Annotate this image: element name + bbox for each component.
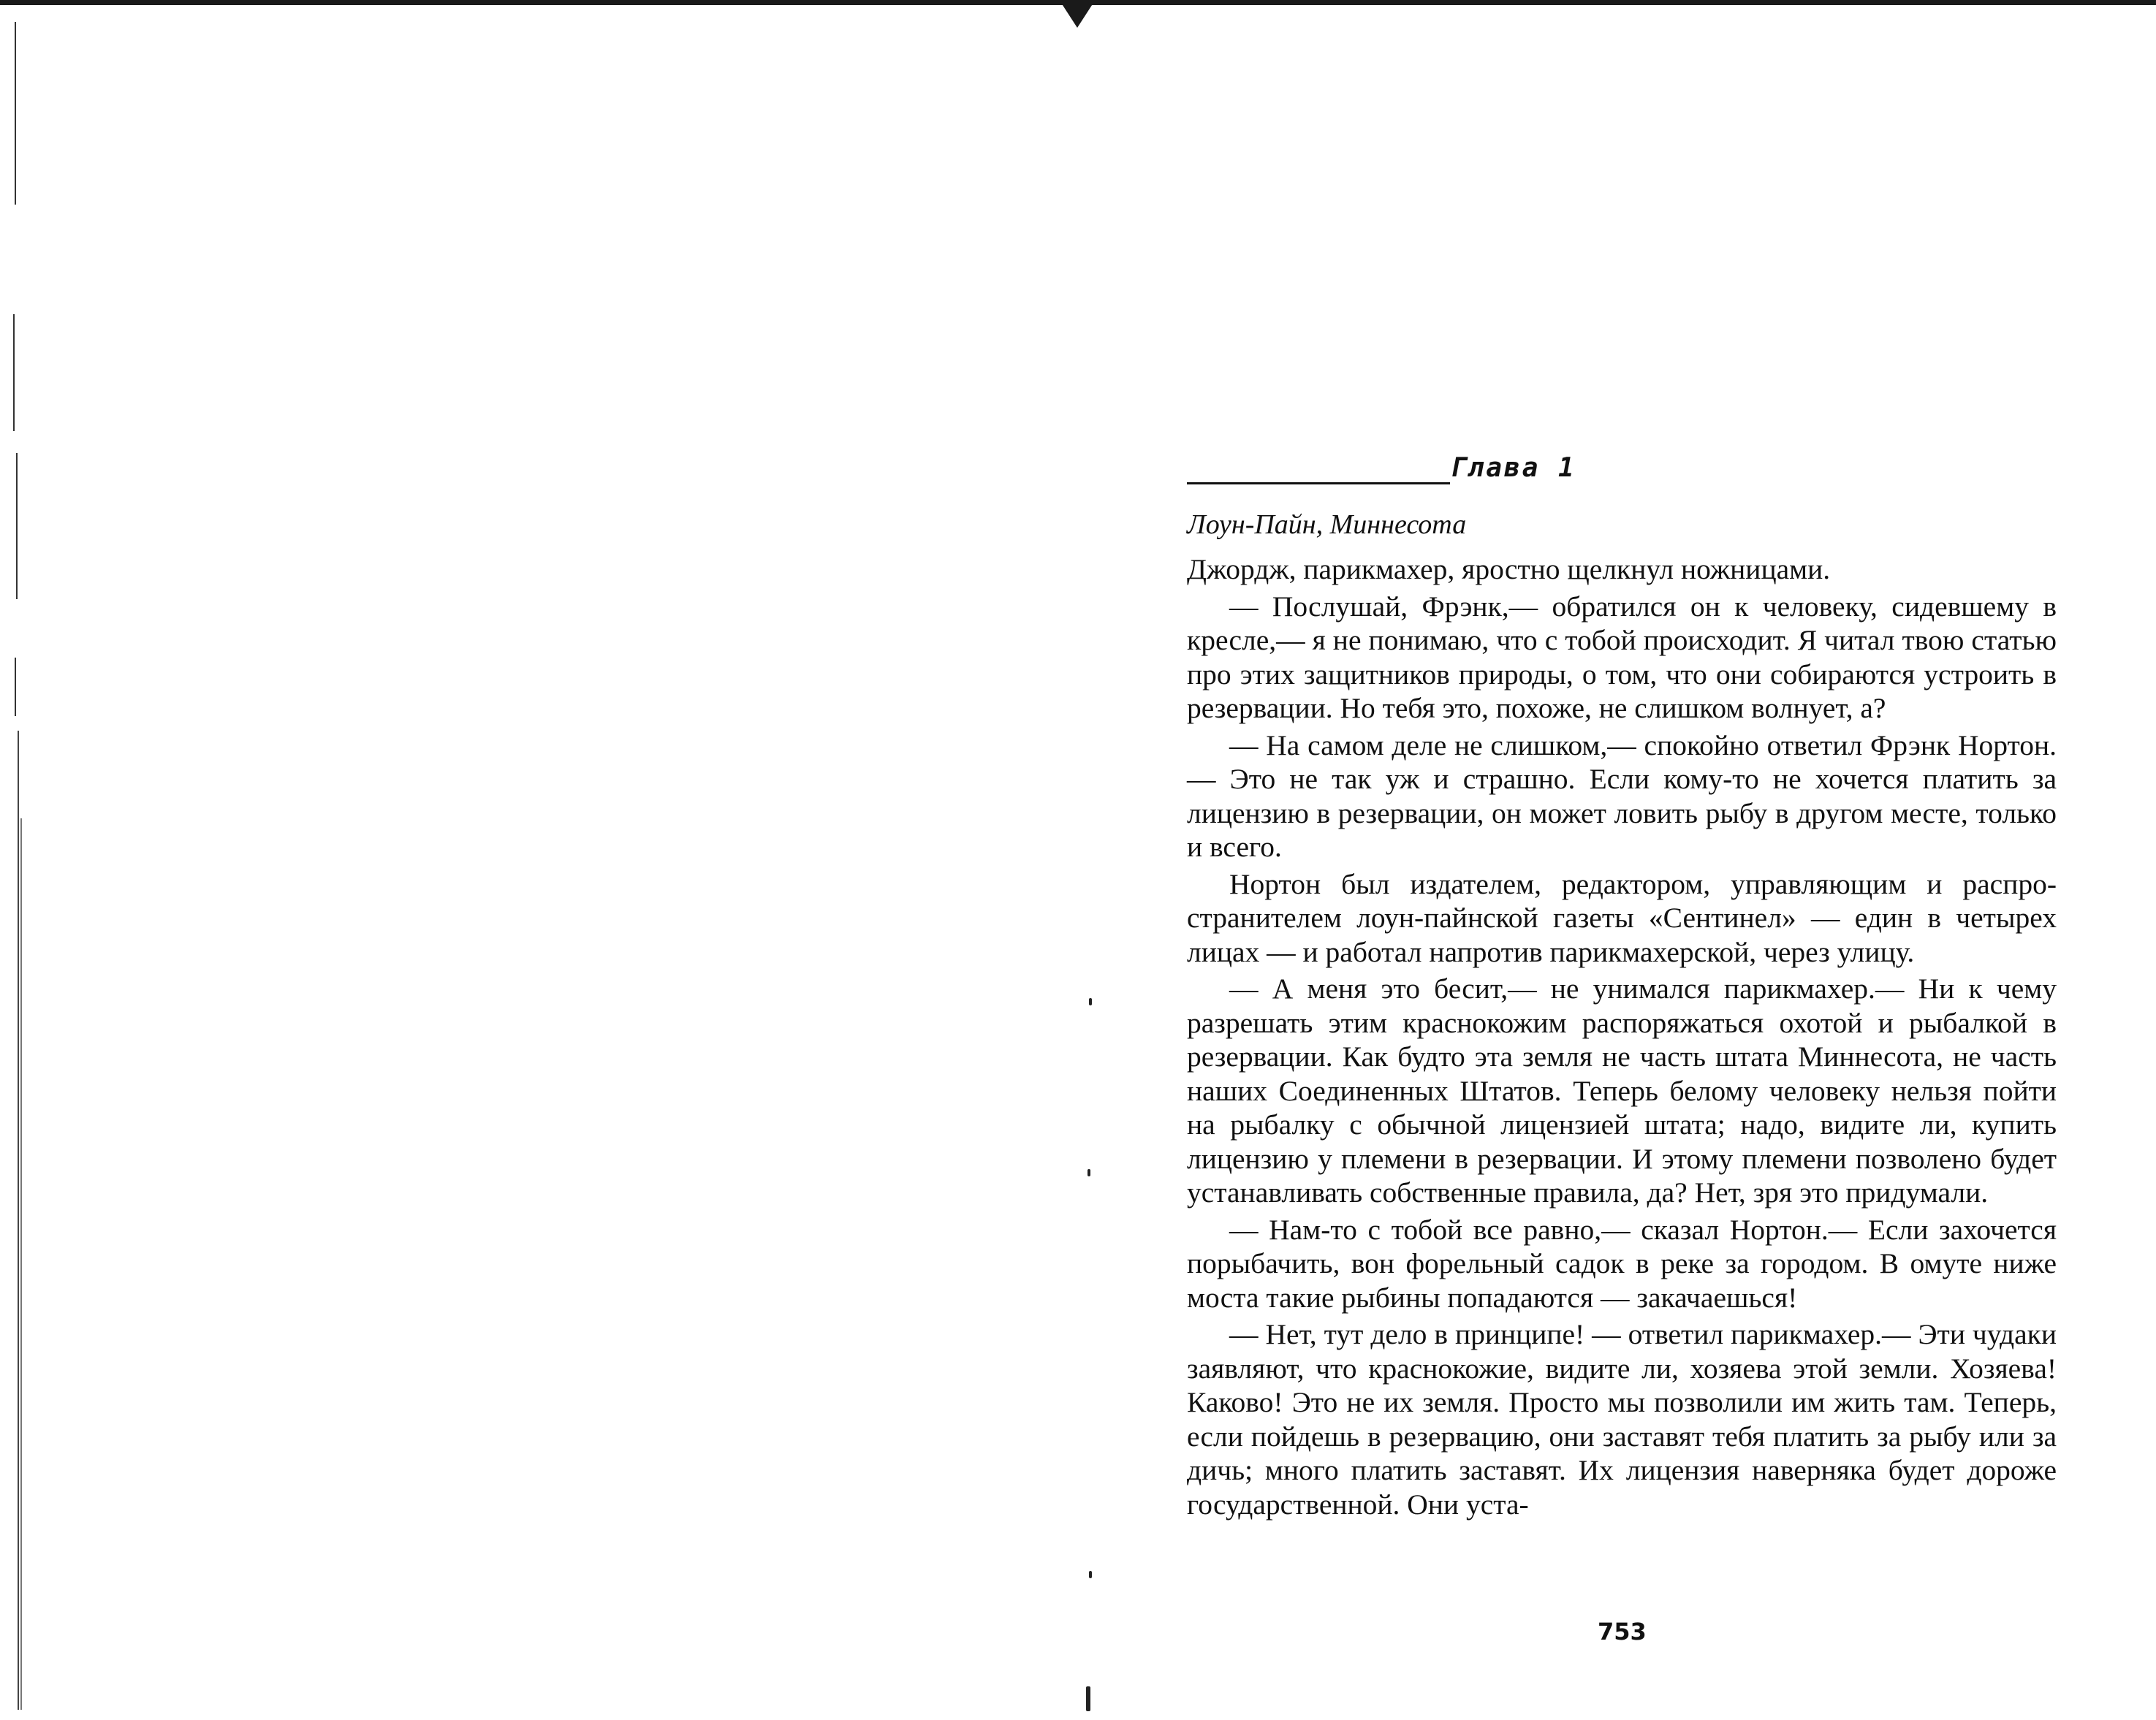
chapter-location: Лоун-Пайн, Миннесота: [1187, 509, 1467, 540]
body-text: [1187, 552, 2057, 1524]
paragraph: Нортон был издателем, редактором, управляющим и распространителем лоун-пайнской газеты «Сентинел» — един в четырех лицах — и работал напротив парикмахерской, через улицу.: [1187, 867, 2057, 968]
gutter-marks: [1082, 986, 1104, 1717]
paragraph: — На самом деле не слишком,— спокойно ответил Фрэнк Нортон.— Это не так уж и страшно. Если кому-то не хочется платить за лицензию в резервации, он может ловить рыбу в другом месте, только и всего.: [1187, 728, 2057, 863]
page-number: 753: [1598, 1618, 1647, 1645]
paragraph: — Нет, тут дело в принципе! — ответил парикмахер.— Эти чудаки заявляют, что краснокожие, видите ли, хозяева этой земли. Хозяева! Каково! Это не их земля. Просто мы позволили им жить там. Теперь, если пойдешь в резервацию, они заставят тебя платить за рыбу или за дичь; много платить заставят. Их лицензия наверняка будет дороже государственной. Они уста-: [1187, 1318, 2057, 1521]
right-page: [1187, 446, 2057, 1688]
edge-line: [15, 22, 16, 205]
left-page-edge: [10, 0, 26, 1720]
edge-line: [13, 314, 15, 431]
edge-line: [15, 658, 16, 716]
chapter-rule: [1187, 482, 1450, 484]
gutter-mark: [1086, 1686, 1090, 1711]
gutter-mark: [1088, 1169, 1090, 1176]
scan-top-notch: [1061, 3, 1093, 28]
paragraph: — Послушай, Фрэнк,— обратился он к человеку, сидевшему в кресле,— я не понимаю, что с тобой происходит. Я читал твою статью про этих защитников природы, о том, что они собираются устроить в резервации. Но тебя это, похоже, не слишком волнует, а?: [1187, 590, 2057, 724]
paragraph: — Нам-то с тобой все равно,— сказал Нортон.— Если захочется порыбачить, вон форельный садок в реке за городом. В омуте ниже моста такие рыбины попадаются — закачаешься!: [1187, 1213, 2057, 1314]
gutter-mark: [1089, 998, 1092, 1005]
edge-line: [16, 453, 18, 599]
chapter-heading: [1187, 453, 1596, 488]
paragraph: Джордж, парикмахер, яростно щелкнул ножницами.: [1187, 553, 1831, 585]
paragraph: — А меня это бесит,— не унимался парикмахер.— Ни к чему разрешать этим краснокожим распоряжаться охотой и рыбалкой в резервации. Как будто эта земля не часть штата Миннесота, не часть наших Соединенных Штатов. Теперь белому человеку нельзя пойти на рыбалку с обычной лицензией штата; надо, видите ли, купить лицензию у племени в резервации. И этому племени позволено будет устанавливать собственные правила, да? Нет, зря это придумали.: [1187, 973, 2057, 1209]
chapter-title: Глава 1: [1450, 453, 1576, 483]
edge-line: [18, 731, 19, 1710]
edge-line: [20, 818, 22, 1710]
gutter-mark: [1089, 1571, 1092, 1578]
